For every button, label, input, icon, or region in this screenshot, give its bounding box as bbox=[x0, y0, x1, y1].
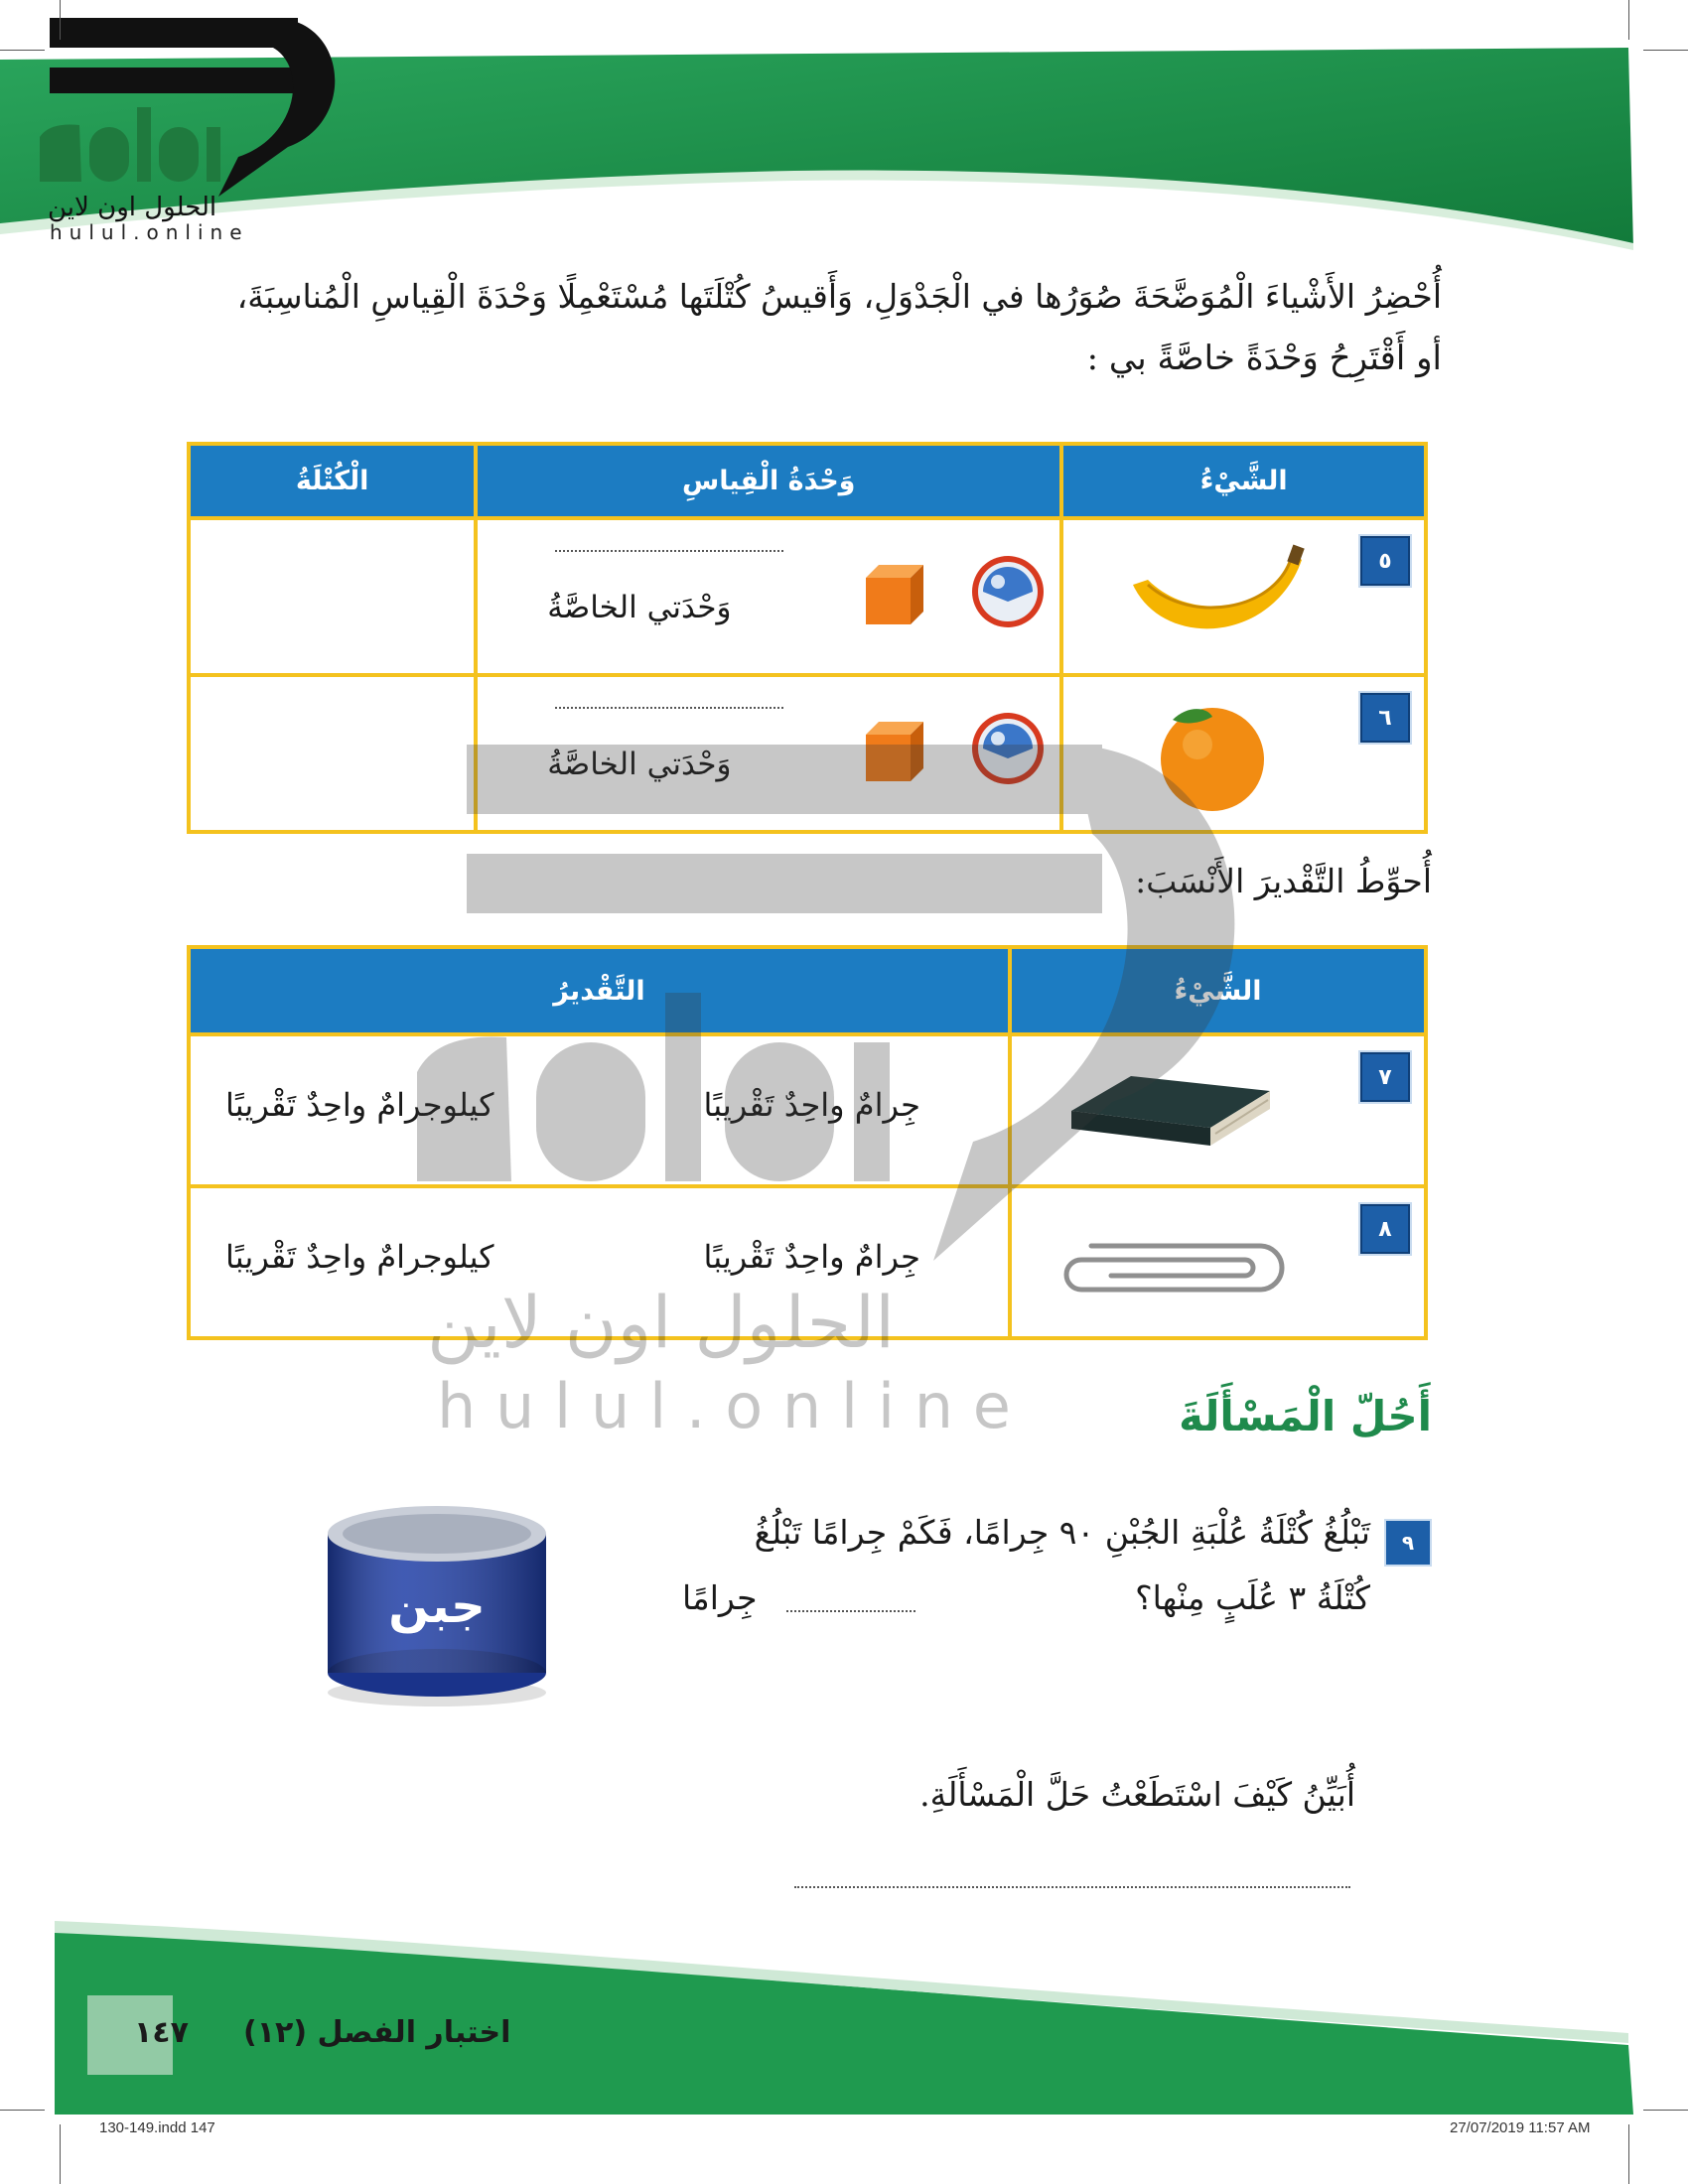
header-unit: وَحْدَةُ الْقِياسِ bbox=[476, 444, 1061, 518]
question-number-badge: ٧ bbox=[1358, 1050, 1412, 1104]
crop-mark bbox=[60, 2124, 61, 2184]
explain-answer-line[interactable] bbox=[794, 1886, 1350, 1888]
question-number-badge: ٨ bbox=[1358, 1202, 1412, 1256]
logo-mark-icon bbox=[20, 8, 348, 206]
watermark-latin-text: h u l u l . o n l i n e bbox=[437, 1370, 1011, 1442]
table-row bbox=[189, 1034, 1426, 1186]
question-number-badge: ٩ bbox=[1384, 1519, 1432, 1567]
answer-blank[interactable] bbox=[786, 1610, 915, 1612]
section-title: أَحُلّ الْمَسْأَلَةَ bbox=[1179, 1392, 1432, 1440]
estimate-option-kilogram[interactable]: كيلوجرامٌ واحِدٌ تَقْريبًا bbox=[225, 1086, 494, 1124]
question-number-badge: ٥ bbox=[1358, 534, 1412, 588]
header-estimate: التَّقْديرُ bbox=[189, 947, 1010, 1034]
item-cell bbox=[1010, 1186, 1426, 1338]
cube-icon bbox=[861, 560, 930, 629]
header-item: الشَّيْءُ bbox=[1061, 444, 1426, 518]
estimate-table bbox=[187, 945, 1428, 1340]
instructions-line-2: أو أَقْتَرِحُ وَحْدَةً خاصَّةً بي : bbox=[1086, 339, 1442, 378]
table-row bbox=[189, 1186, 1426, 1338]
crop-mark bbox=[1628, 0, 1629, 40]
book-icon bbox=[1071, 1066, 1270, 1156]
table-row bbox=[189, 675, 1426, 832]
item-cell bbox=[1061, 675, 1426, 832]
chapter-label: اختبار الفصل (١٢) bbox=[243, 2015, 511, 2050]
mass-answer-cell[interactable] bbox=[189, 518, 476, 675]
header-mass: الْكُتْلَةُ bbox=[189, 444, 476, 518]
marble-icon bbox=[968, 552, 1048, 631]
estimate-option-gram[interactable]: جِرامٌ واحِدٌ تَقْريبًا bbox=[703, 1238, 920, 1276]
logo-arabic-text: الحلول اون لاين bbox=[48, 193, 217, 222]
cheese-can-label: جبن bbox=[388, 1578, 486, 1634]
problem-text-line-2: كُتْلَةُ ٣ عُلَبٍ مِنْها؟ bbox=[1135, 1578, 1370, 1617]
explain-prompt: أُبَيِّنُ كَيْفَ اسْتَطَعْتُ حَلَّ الْمَسْأَلَةِ. bbox=[919, 1775, 1355, 1814]
crop-mark bbox=[0, 50, 45, 51]
mass-answer-cell[interactable] bbox=[189, 675, 476, 832]
mass-measure-table bbox=[187, 442, 1428, 834]
item-cell bbox=[1061, 518, 1426, 675]
estimate-option-kilogram[interactable]: كيلوجرامٌ واحِدٌ تَقْريبًا bbox=[225, 1238, 494, 1276]
estimate-option-gram[interactable]: جِرامٌ واحِدٌ تَقْريبًا bbox=[703, 1086, 920, 1124]
site-logo[interactable] bbox=[20, 8, 348, 244]
crop-mark bbox=[1643, 2110, 1688, 2111]
crop-mark bbox=[60, 0, 61, 40]
cube-icon bbox=[861, 717, 930, 786]
unit-answer-line[interactable] bbox=[555, 550, 783, 552]
slug-file: 130-149.indd 147 bbox=[99, 2119, 215, 2136]
question-number-badge: ٦ bbox=[1358, 691, 1412, 745]
table-row bbox=[189, 518, 1426, 675]
logo-latin-text: hulul.online bbox=[50, 220, 249, 244]
estimate-cell bbox=[189, 1034, 1010, 1186]
answer-unit: جِرامًا bbox=[682, 1578, 758, 1617]
instructions-line-1: أُحْضِرُ الأَشْياءَ الْمُوَضَّحَةَ صُوَرُها في الْجَدْوَلِ، وَأَقيسُ كُتْلَتَها مُسْتَعْمِلًا وَحْدَةَ الْقِياسِ الْمُناسِبَةَ، bbox=[236, 277, 1442, 316]
unit-cell bbox=[476, 675, 1061, 832]
custom-unit-label: وَحْدَتي الخاصَّةُ bbox=[547, 590, 732, 625]
page-number: ١٤٧ bbox=[134, 2015, 189, 2050]
crop-mark bbox=[1643, 50, 1688, 51]
header-item: الشَّيْءُ bbox=[1010, 947, 1426, 1034]
estimate-prompt: أُحوِّطُ التَّقْديرَ الأَنْسَبَ: bbox=[1135, 862, 1432, 900]
instructions bbox=[191, 266, 1442, 389]
problem-text-line-1: تَبْلُغُ كُتْلَةُ عُلْبَةِ الجُبْنِ ٩٠ جِرامًا، فَكَمْ جِرامًا تَبْلُغُ bbox=[754, 1513, 1370, 1552]
crop-mark bbox=[1628, 2124, 1629, 2184]
banana-icon bbox=[1123, 540, 1312, 649]
crop-mark bbox=[0, 2110, 45, 2111]
cheese-can-image bbox=[318, 1494, 556, 1712]
marble-icon bbox=[968, 709, 1048, 788]
slug-date: 27/07/2019 11:57 AM bbox=[1450, 2119, 1591, 2136]
custom-unit-label: وَحْدَتي الخاصَّةُ bbox=[547, 747, 732, 782]
paperclip-icon bbox=[1061, 1228, 1290, 1307]
orange-icon bbox=[1153, 695, 1272, 814]
watermark-arabic-text: الحلول اون لاين bbox=[427, 1281, 896, 1364]
item-cell bbox=[1010, 1034, 1426, 1186]
unit-cell bbox=[476, 518, 1061, 675]
unit-answer-line[interactable] bbox=[555, 707, 783, 709]
estimate-cell bbox=[189, 1186, 1010, 1338]
